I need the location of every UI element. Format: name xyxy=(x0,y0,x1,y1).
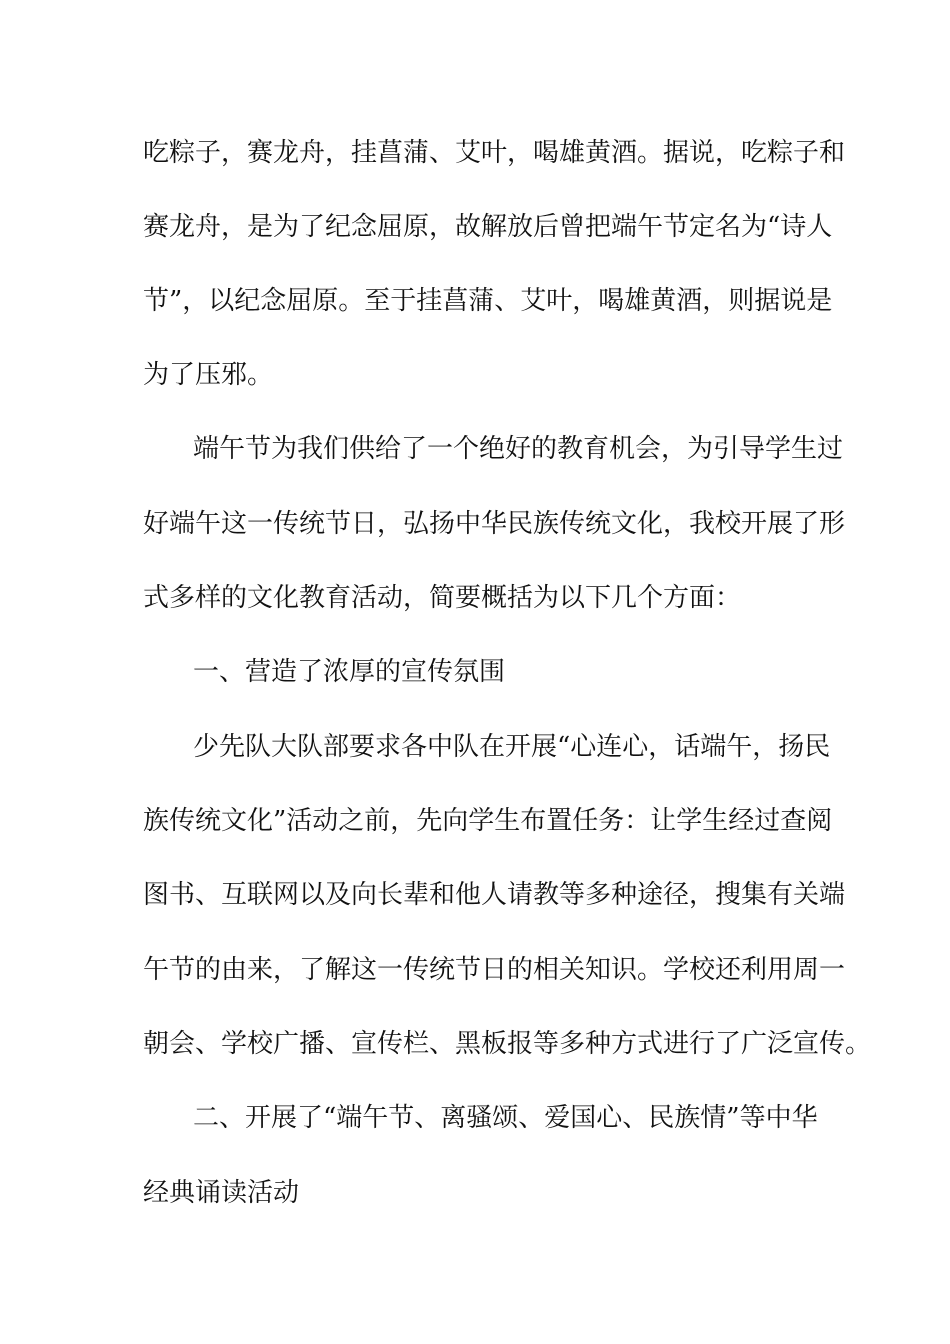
paragraph-line: 式多样的文化教育活动，简要概括为以下几个方面： xyxy=(143,583,742,613)
section-heading: 经典诵读活动 xyxy=(143,1178,300,1208)
paragraph-line: 午节的由来，了解这一传统节日的相关知识。学校还利用周一 xyxy=(143,955,846,985)
paragraph-line: 朝会、学校广播、宣传栏、黑板报等多种方式进行了广泛宣传。 xyxy=(143,1029,872,1059)
paragraph-line: 赛龙舟，是为了纪念屈原，故解放后曾把端午节定名为“诗人 xyxy=(143,212,833,242)
paragraph-line: 节”，以纪念屈原。至于挂菖蒲、艾叶，喝雄黄酒，则据说是 xyxy=(143,286,833,316)
paragraph-line: 端午节为我们供给了一个绝好的教育机会，为引导学生过 xyxy=(193,434,844,464)
paragraph-line: 吃粽子，赛龙舟，挂菖蒲、艾叶，喝雄黄酒。据说，吃粽子和 xyxy=(143,138,846,168)
section-heading: 一、营造了浓厚的宣传氛围 xyxy=(193,657,506,687)
paragraph-line: 少先队大队部要求各中队在开展“心连心，话端午，扬民 xyxy=(193,732,831,762)
paragraph-line: 为了压邪。 xyxy=(143,360,274,390)
paragraph-line: 族传统文化”活动之前，先向学生布置任务：让学生经过查阅 xyxy=(143,806,833,836)
paragraph-line: 图书、互联网以及向长辈和他人请教等多种途径，搜集有关端 xyxy=(143,880,846,910)
paragraph-line: 好端午这一传统节日，弘扬中华民族传统文化，我校开展了形 xyxy=(143,509,846,539)
section-heading: 二、开展了“端午节、离骚颂、爱国心、民族情”等中华 xyxy=(193,1103,818,1133)
